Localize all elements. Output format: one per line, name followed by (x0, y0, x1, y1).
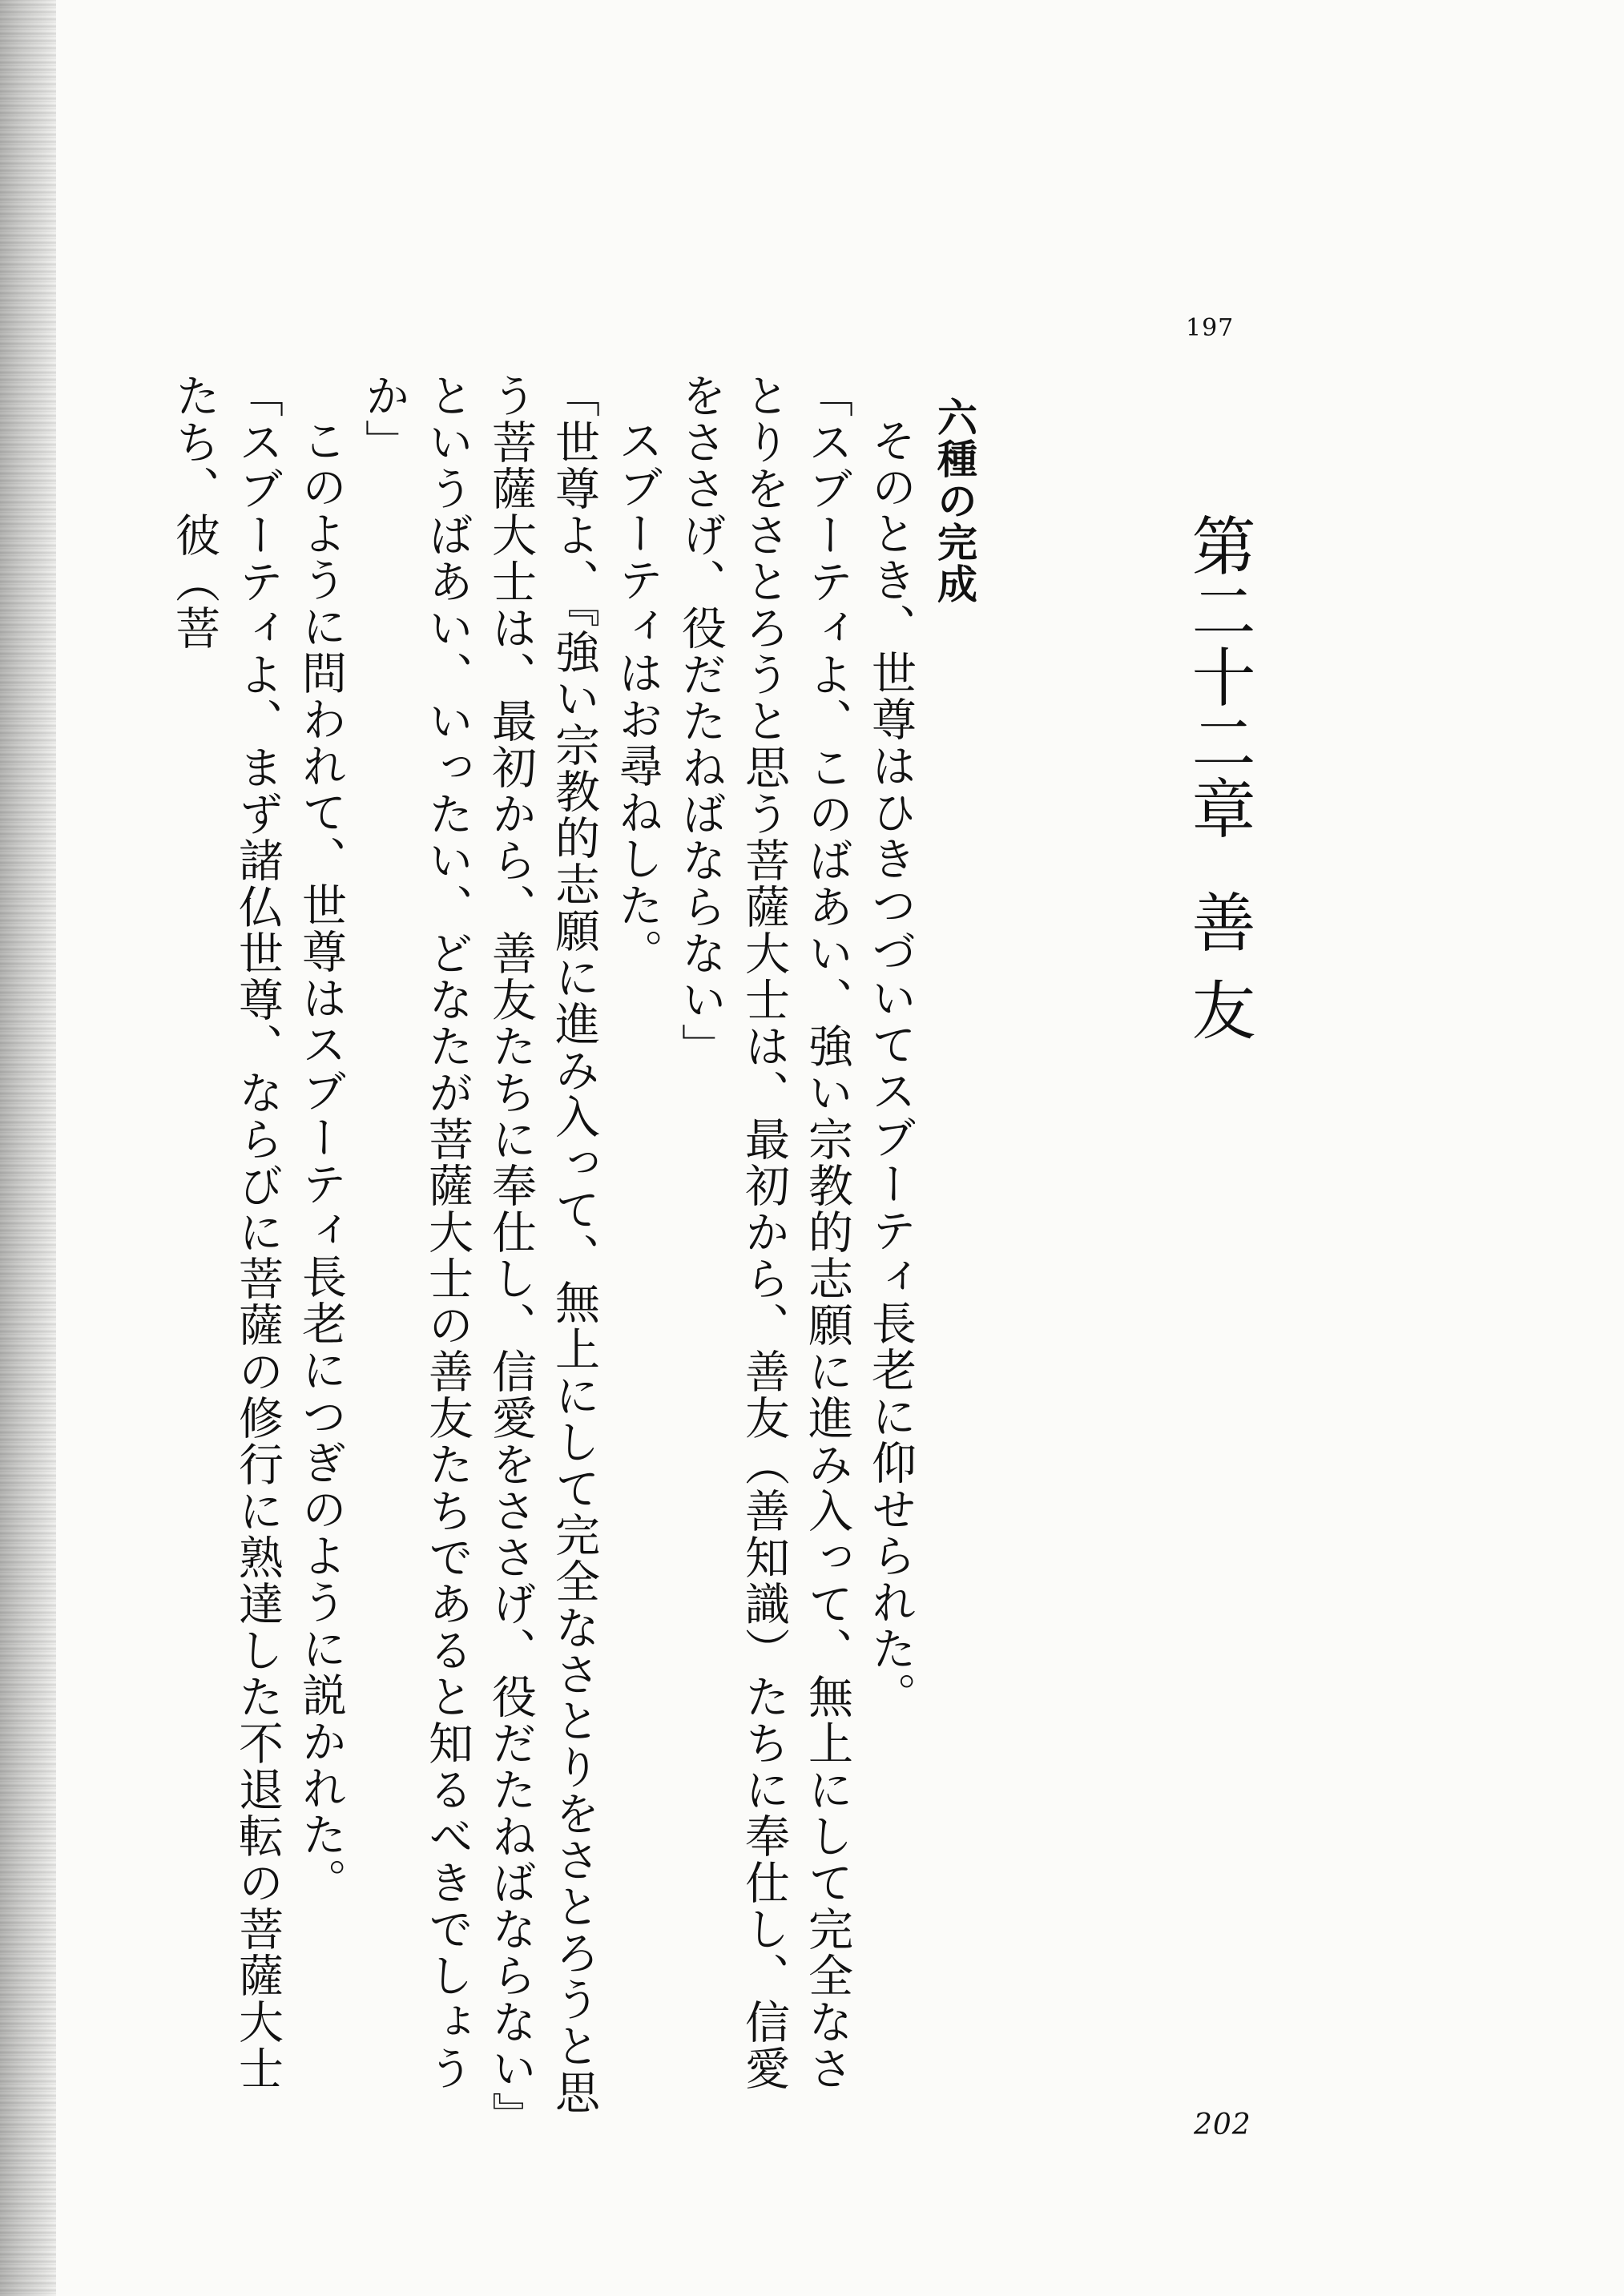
page-number-top: 197 (1186, 314, 1235, 342)
paragraph: 「世尊よ、『強い宗教的志願に進み入って、無上にして完全なさとりをさとろうと思う菩薩大士は、最初から、善友たちに奉仕し、信愛をささげ、役だたねばならない』というばあい、いったい、どなたが菩薩大士の善友たちであると知るべきでしょうか」 (358, 373, 600, 2116)
paragraph: このように問われて、世尊はスブーティ長老につぎのように説かれた。 (295, 417, 347, 1904)
paragraph: 「スブーティよ、このばあい、強い宗教的志願に進み入って、無上にして完全なさとりをさとろうと思う菩薩大士は、最初から、善友（善知識）たちに奉仕し、信愛をささげ、役だたねばならない」 (675, 373, 853, 2092)
chapter-number: 第二十二章 (1181, 513, 1255, 841)
paragraph: 「スブーティよ、まず諸仏世尊、ならびに菩薩の修行に熟達した不退転の菩薩大士たち、彼（菩 (168, 373, 284, 2092)
scan-gutter-shadow (0, 0, 56, 2296)
chapter-name: 善 友 (1181, 889, 1255, 1043)
paragraph: スブーティはお尋ねした。 (611, 417, 663, 975)
chapter-title (1178, 513, 1258, 1073)
paragraph: そのとき、世尊はひきつづいてスブーティ長老に仰せられた。 (864, 417, 917, 1718)
section-heading: 六種の完成 (931, 397, 977, 605)
body-text (168, 373, 985, 2135)
page-number-bottom: 202 (1194, 2109, 1251, 2141)
